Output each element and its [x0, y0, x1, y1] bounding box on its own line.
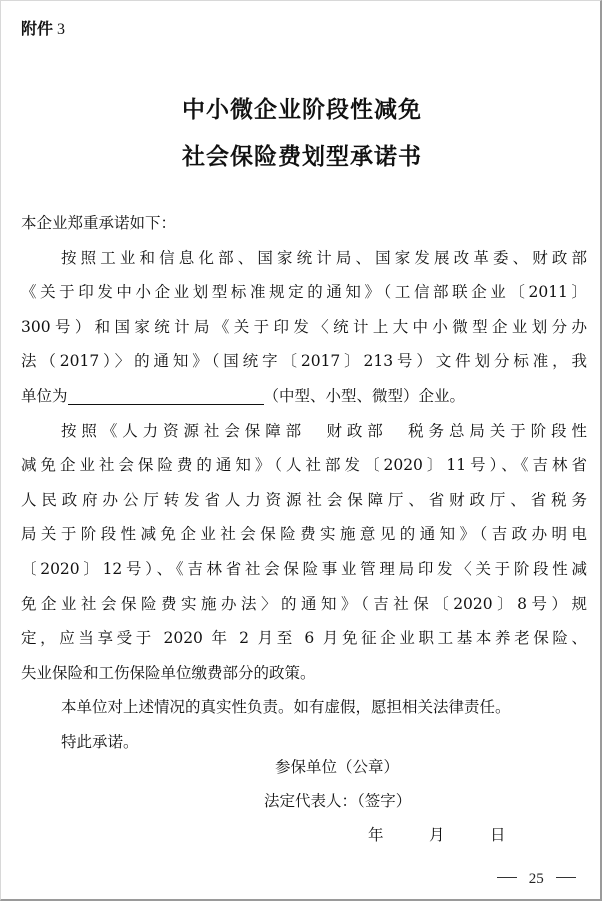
paragraph-1-line: 按照工业和信息化部、国家统计局、国家发展改革委、财政部 — [61, 248, 587, 267]
responsibility-statement: 本单位对上述情况的真实性负责。如有虚假，愿担相关法律责任。 — [61, 698, 511, 717]
closing-statement: 特此承诺。 — [61, 732, 139, 751]
paragraph-2-line: 局关于阶段性减免企业社会保险费实施意见的通知》（吉政办明电 — [21, 525, 587, 544]
paragraph-2-line: 减免企业社会保险费的通知》（人社部发〔2020〕11号）、《吉林省 — [21, 456, 587, 475]
paragraph-1-line: 300号）和国家统计局《关于印发〈统计上大中小微型企业划分办 — [21, 317, 587, 336]
paragraph-1-line: 《关于印发中小企业划型标准规定的通知》（工信部联企业〔2011〕 — [21, 283, 587, 302]
paragraph-2-line: 定，应当享受于 2020 年 2 月至 6 月免征企业职工基本养老保险、 — [21, 629, 587, 648]
attachment-label — [21, 19, 65, 40]
paragraph-2-line: 失业保险和工伤保险单位缴费部分的政策。 — [21, 663, 316, 682]
page-number-dash-right — [556, 877, 576, 878]
enterprise-type-suffix: （中型、小型、微型）企业。 — [263, 386, 466, 405]
page-number-value: 25 — [528, 871, 544, 887]
attachment-word: 附件 — [21, 19, 54, 38]
paragraph-2-line: 〔2020〕12号）、《吉林省社会保险事业管理局印发〈关于阶段性减 — [21, 559, 587, 578]
page-number-dash-left — [497, 877, 517, 878]
date-month: 月 — [429, 826, 445, 844]
commitment-body — [21, 206, 587, 760]
paragraph-2-line: 免企业社会保险费实施办法〉的通知》（吉社保〔2020〕8号）规 — [21, 594, 587, 613]
paragraph-1-line: 法（2017）〉的通知》（国统字〔2017〕213号）文件划分标准，我 — [21, 352, 587, 371]
unit-prefix: 单位为 — [21, 386, 68, 405]
paragraph-2-line: 按照《人力资源社会保障部 财政部 税务总局关于阶段性 — [61, 421, 587, 440]
insured-unit-seal: 参保单位（公章） — [275, 758, 400, 776]
page-number — [497, 869, 576, 889]
attachment-number: 3 — [57, 21, 66, 38]
paragraph-2-line: 人民政府办公厅转发省人力资源社会保障厅、省财政厅、省税务 — [21, 490, 587, 509]
date-year: 年 — [368, 826, 384, 844]
opening-line: 本企业郑重承诺如下： — [21, 214, 177, 232]
date-day: 日 — [490, 826, 506, 844]
enterprise-type-blank[interactable] — [68, 384, 264, 405]
document-title-line-1: 中小微企业阶段性减免 — [182, 96, 422, 123]
enterprise-type-line — [21, 379, 587, 414]
document-title-line-2: 社会保险费划型承诺书 — [182, 143, 422, 170]
legal-representative-signature: 法定代表人：（签字） — [264, 792, 412, 810]
